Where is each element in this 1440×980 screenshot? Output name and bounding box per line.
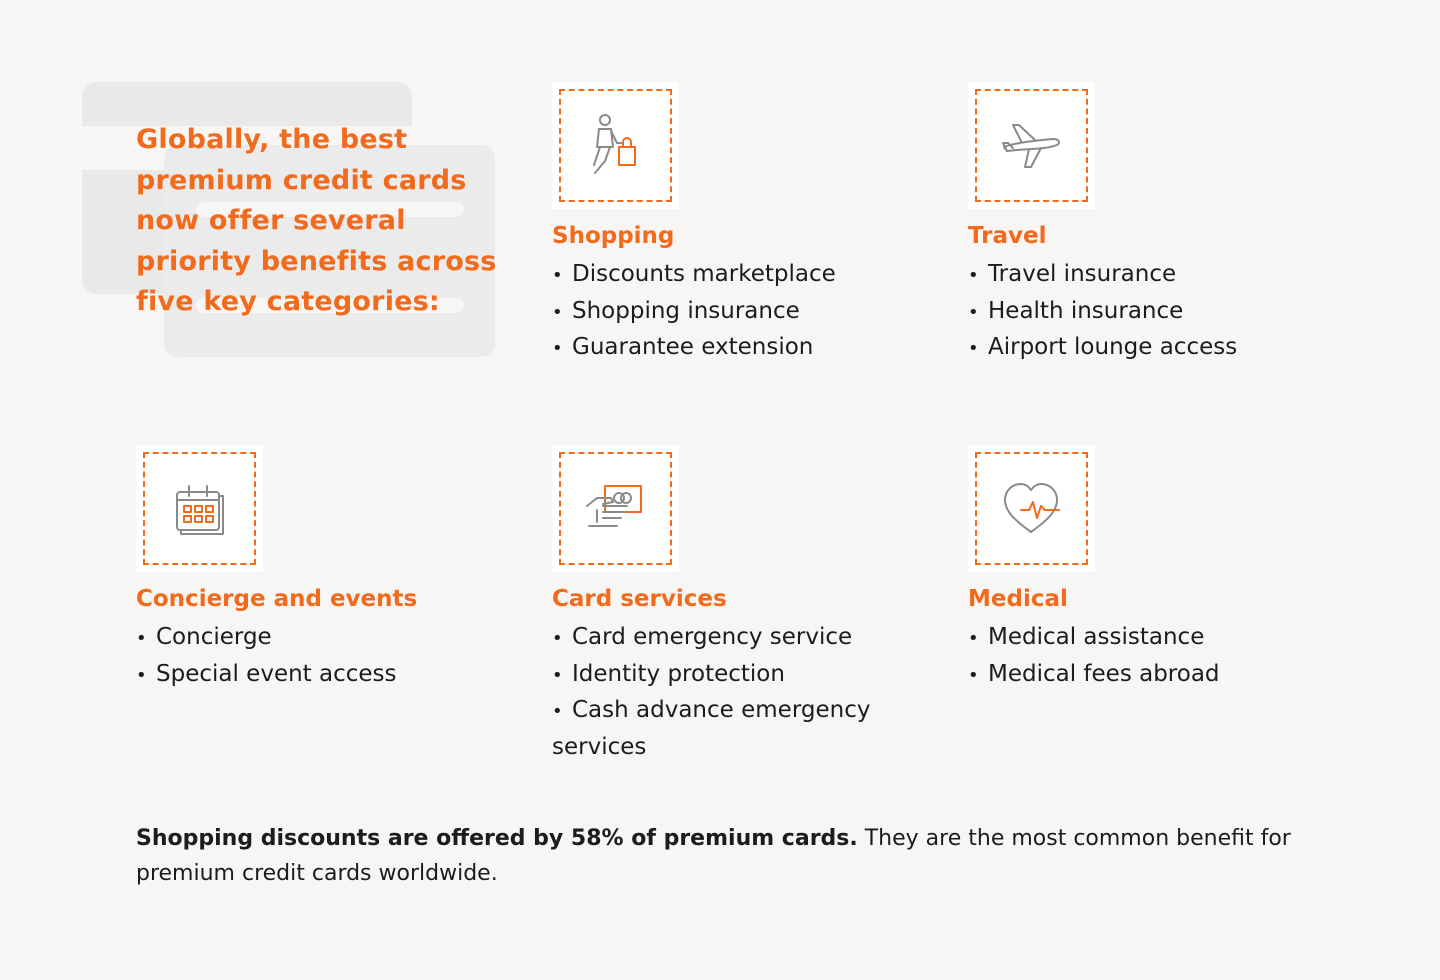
category-travel bbox=[968, 82, 1348, 367]
benefit-list bbox=[968, 257, 1348, 367]
list-item bbox=[136, 657, 516, 694]
list-item bbox=[552, 620, 897, 657]
category-title: Concierge and events bbox=[136, 586, 418, 612]
bullet: • bbox=[552, 265, 563, 286]
list-item-label: Concierge bbox=[156, 624, 272, 650]
footer-statement bbox=[136, 822, 1296, 891]
list-item-label: Identity protection bbox=[572, 660, 785, 687]
list-item-label: Medical fees abroad bbox=[988, 660, 1220, 687]
hand-card-icon bbox=[583, 476, 648, 541]
icon-frame bbox=[552, 445, 679, 572]
list-item bbox=[552, 693, 897, 764]
icon-frame bbox=[968, 445, 1095, 572]
shopping-person-icon bbox=[583, 113, 648, 178]
list-item bbox=[968, 330, 1348, 367]
list-item-label: Special event access bbox=[156, 660, 397, 687]
airplane-icon bbox=[999, 113, 1064, 178]
category-title: Card services bbox=[552, 586, 727, 612]
category-title: Medical bbox=[968, 586, 1068, 612]
benefit-list bbox=[968, 620, 1348, 693]
list-item bbox=[968, 657, 1348, 694]
category-shopping bbox=[552, 82, 932, 367]
intro-heading: Globally, the best premium credit cards now offer several priority benefits across five key categories: bbox=[136, 124, 497, 317]
list-item bbox=[136, 620, 516, 657]
calendar-icon bbox=[167, 476, 232, 541]
bullet: • bbox=[968, 628, 979, 649]
category-medical bbox=[968, 445, 1348, 693]
benefit-list bbox=[552, 257, 932, 367]
icon-frame bbox=[136, 445, 263, 572]
bullet: • bbox=[552, 301, 563, 323]
category-concierge bbox=[136, 445, 516, 693]
list-item-label: Travel insurance bbox=[988, 261, 1177, 287]
list-item-label: Guarantee extension bbox=[572, 334, 814, 360]
icon-frame bbox=[552, 82, 679, 209]
list-item bbox=[552, 657, 897, 694]
list-item-label: Health insurance bbox=[988, 297, 1184, 324]
list-item-label: Discounts marketplace bbox=[572, 261, 836, 287]
bullet: • bbox=[968, 265, 979, 286]
list-item bbox=[552, 294, 932, 331]
bullet: • bbox=[552, 628, 563, 649]
footer-highlight: Shopping discounts are offered by 58% of premium cards. bbox=[136, 826, 858, 851]
icon-frame bbox=[968, 82, 1095, 209]
bullet: • bbox=[552, 701, 563, 722]
bullet: • bbox=[552, 338, 563, 359]
list-item bbox=[552, 257, 932, 294]
benefit-list bbox=[552, 620, 897, 764]
bullet: • bbox=[136, 664, 147, 686]
category-card-services bbox=[552, 445, 932, 764]
footer-text: They are the most common benefit for premium credit cards worldwide. bbox=[136, 826, 1291, 886]
list-item-label: Shopping insurance bbox=[572, 297, 800, 324]
bullet: • bbox=[136, 628, 147, 649]
category-title: Shopping bbox=[552, 223, 675, 249]
bullet: • bbox=[968, 301, 979, 323]
heart-pulse-icon bbox=[999, 476, 1064, 541]
list-item bbox=[968, 620, 1348, 657]
category-title: Travel bbox=[968, 223, 1047, 249]
bullet: • bbox=[968, 338, 979, 359]
list-item-label: Airport lounge access bbox=[988, 334, 1238, 360]
benefit-list bbox=[136, 620, 516, 693]
list-item bbox=[968, 294, 1348, 331]
bullet: • bbox=[552, 664, 563, 686]
bullet: • bbox=[968, 664, 979, 686]
list-item bbox=[552, 330, 932, 367]
list-item-label: Card emergency service bbox=[572, 624, 853, 650]
list-item-label: Medical assistance bbox=[988, 624, 1205, 650]
list-item bbox=[968, 257, 1348, 294]
list-item-label: Cash advance emergency services bbox=[552, 697, 871, 760]
